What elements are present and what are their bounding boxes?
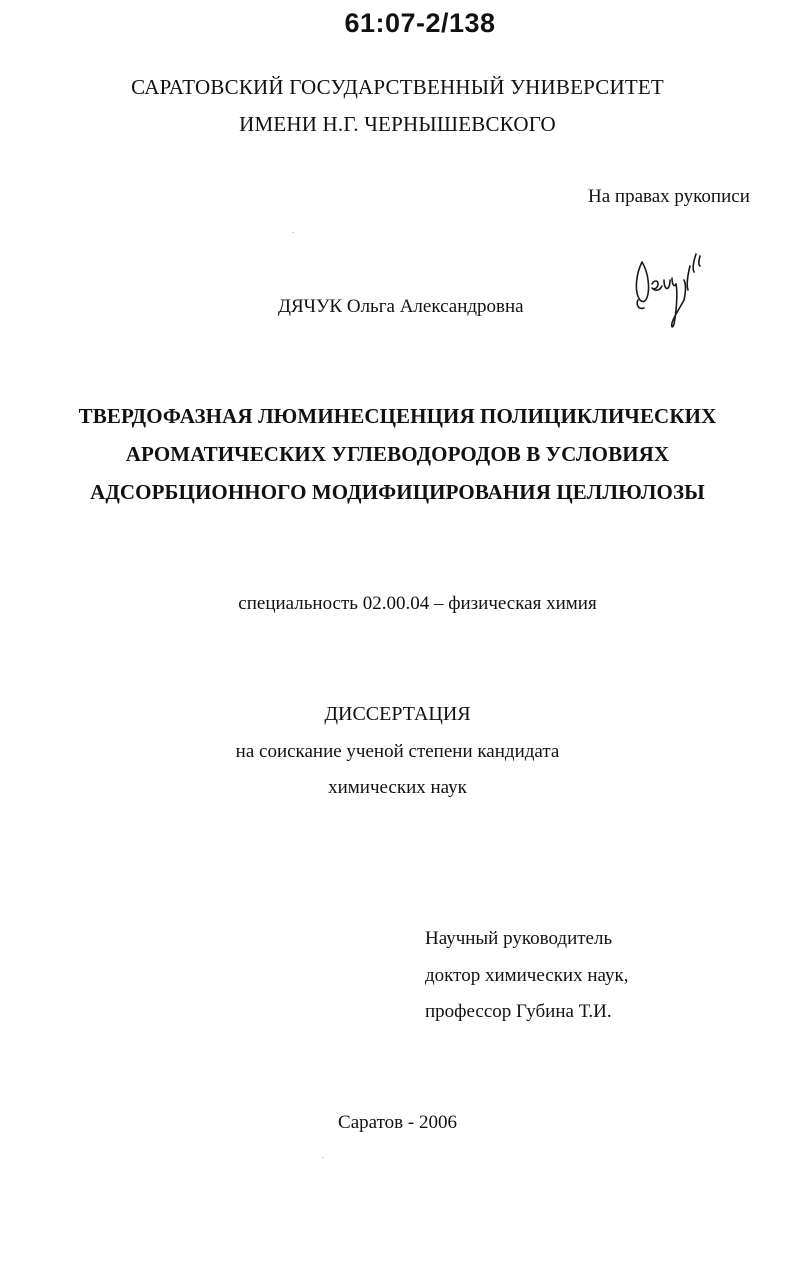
- rights-notice: На правах рукописи: [588, 186, 750, 207]
- work-type: ДИССЕРТАЦИЯ: [324, 703, 471, 725]
- author-name: ДЯЧУК Ольга Александровна: [278, 296, 524, 317]
- degree-line2: химических наук: [328, 777, 467, 798]
- advisor-name: профессор Губина Т.И.: [425, 1001, 612, 1022]
- scan-speck: [322, 1157, 324, 1158]
- advisor-role: Научный руководитель: [425, 928, 613, 949]
- archive-code: 61:07-2/138: [344, 8, 496, 38]
- dissertation-title-line1: ТВЕРДОФАЗНАЯ ЛЮМИНЕСЦЕНЦИЯ ПОЛИЦИКЛИЧЕСКИХ: [78, 404, 717, 428]
- advisor-degree: доктор химических наук,: [425, 965, 629, 986]
- dissertation-title-line3: АДСОРБЦИОННОГО МОДИФИЦИРОВАНИЯ ЦЕЛЛЮЛОЗЫ: [90, 480, 705, 504]
- specialty-line: специальность 02.00.04 – физическая химия: [238, 593, 597, 614]
- scan-speck: [292, 232, 294, 233]
- place-year: Саратов - 2006: [338, 1112, 457, 1133]
- university-name-line1: САРАТОВСКИЙ ГОСУДАРСТВЕННЫЙ УНИВЕРСИТЕТ: [131, 75, 664, 99]
- dissertation-title-line2: АРОМАТИЧЕСКИХ УГЛЕВОДОРОДОВ В УСЛОВИЯХ: [125, 442, 670, 466]
- signature-image: [628, 244, 718, 339]
- degree-line1: на соискание ученой степени кандидата: [235, 741, 560, 762]
- university-name-line2: ИМЕНИ Н.Г. ЧЕРНЫШЕВСКОГО: [239, 112, 556, 136]
